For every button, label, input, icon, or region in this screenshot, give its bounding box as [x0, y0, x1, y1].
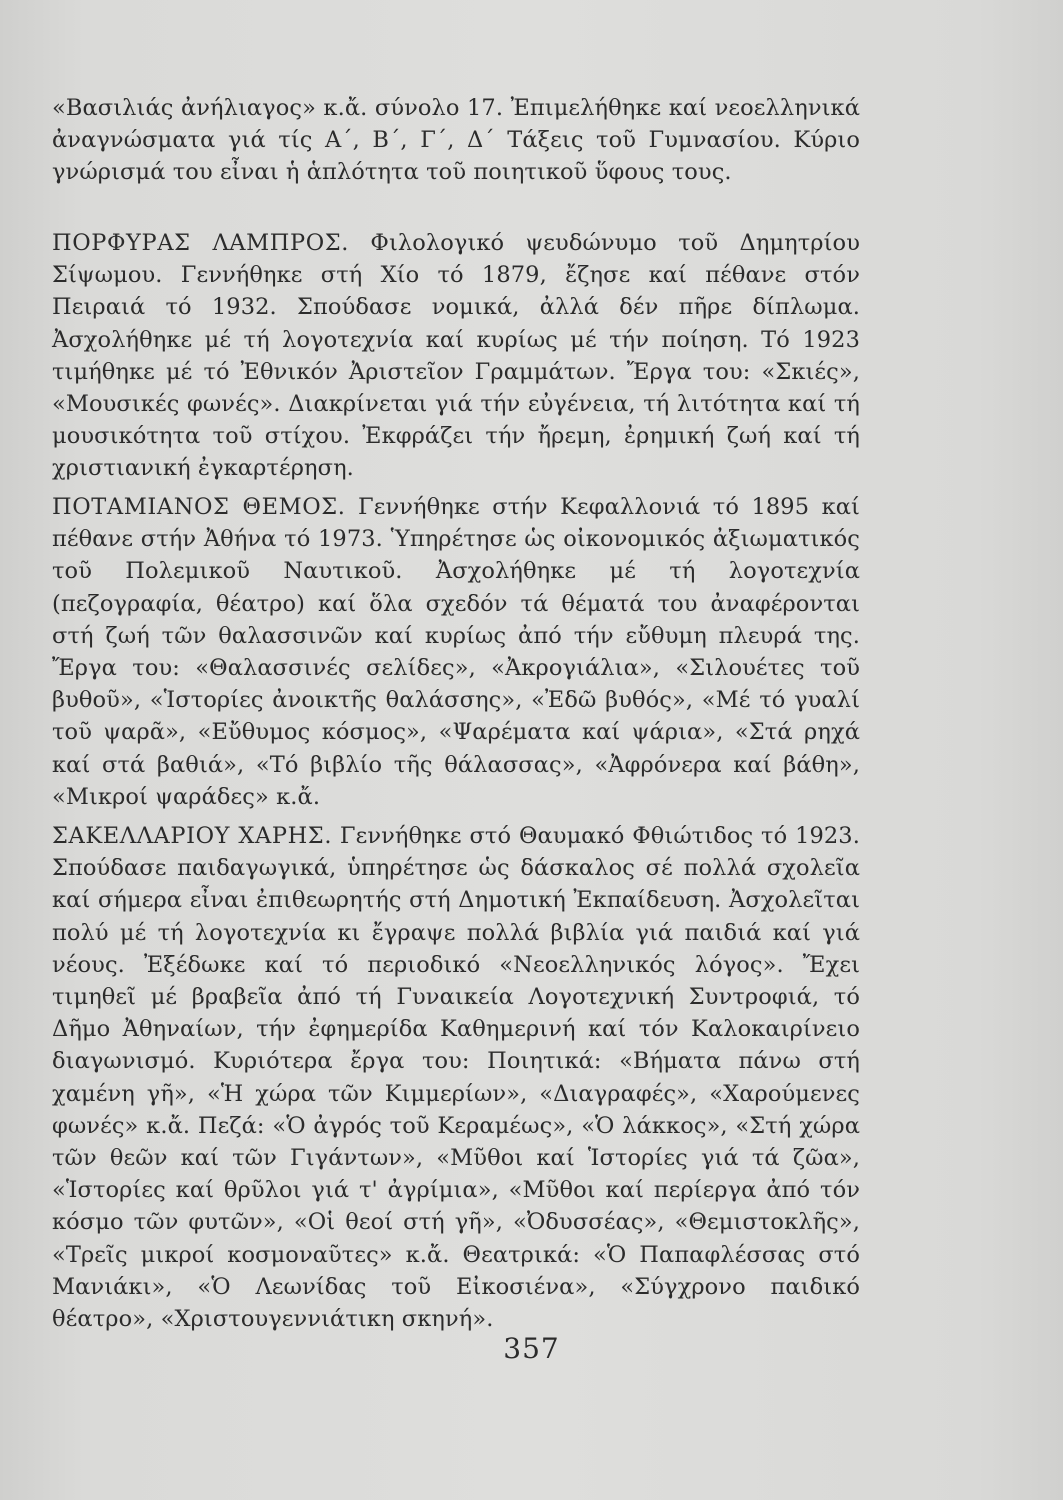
intro-paragraph: «Βασιλιάς ἀνήλιαγος» κ.ἄ. σύνολο 17. Ἐπιμελήθηκε καί νεοελληνικά ἀναγνώσματα γιά τίς Α΄, Β΄, Γ΄, Δ΄ Τάξεις τοῦ Γυμνασίου. Κύριο γνώρισμά του εἶναι ἡ ἁπλότητα τοῦ ποιητικοῦ ὕφους τους.	[52, 95, 860, 186]
entry-text: Γεννήθηκε στό Θαυμακό Φθιώτιδος τό 1923. Σπούδασε παιδαγωγικά, ὑπηρέτησε ὡς δάσκαλος σέ πολλά σχολεῖα καί σήμερα εἶναι ἐπιθεωρητής στή Δημοτική Ἐκπαίδευση. Ἀσχολεῖται πολύ μέ τή λογοτεχνία κι ἔγραψε πολλά βιβλία γιά παιδιά καί γιά νέους. Ἐξέδωκε καί τό περιοδικό «Νεοελληνικός λόγος». Ἔχει τιμηθεῖ μέ βραβεῖα ἀπό τή Γυναικεία Λογοτεχνική Συντροφιά, τό Δῆμο Ἀθηναίων, τήν ἐφημερίδα Καθημερινή καί τόν Καλοκαιρίνειο διαγωνισμό. Κυριότερα ἔργα του: Ποιητικά: «Βήματα πάνω στή χαμένη γῆ», «Ἡ χώρα τῶν Κιμμερίων», «Διαγραφές», «Χαρούμενες φωνές» κ.ἄ. Πεζά: «Ὁ ἀγρός τοῦ Κεραμέως», «Ὁ λάκκος», «Στή χώρα τῶν θεῶν καί τῶν Γιγάντων», «Μῦθοι καί Ἱστορίες γιά τά ζῶα», «Ἱστορίες καί θρῦλοι γιά τ' ἀγρίμια», «Μῦθοι καί περίεργα ἀπό τόν κόσμο τῶν φυτῶν», «Οἱ θεοί στή γῆ», «Ὀδυσσέας», «Θεμιστοκλῆς», «Τρεῖς μικροί κοσμοναῦτες» κ.ἄ. Θεατρικά: «Ὁ Παπαφλέσσας στό Μανιάκι», «Ὁ Λεωνίδας τοῦ Εἰκοσιένα», «Σύγχρονο παιδικό θέατρο», «Χριστουγεννιάτικη σκηνή».	[52, 823, 860, 1333]
entry-name: ΣΑΚΕΛΛΑΡΙΟΥ ΧΑΡΗΣ.	[52, 823, 333, 849]
entry-porfyras-lampros	[52, 227, 860, 485]
entry-name: ΠΟΤΑΜΙΑΝΟΣ ΘΕΜΟΣ.	[52, 494, 346, 520]
entry-text: Φιλολογικό ψευδώνυμο τοῦ Δημητρίου Σίψωμου. Γεννήθηκε στή Χίο τό 1879, ἔζησε καί πέθανε στόν Πειραιά τό 1932. Σπούδασε νομικά, ἀλλά δέν πῆρε δίπλωμα. Ἀσχολήθηκε μέ τή λογοτεχνία καί κυρίως μέ τήν ποίηση. Τό 1923 τιμήθηκε μέ τό Ἐθνικόν Ἀριστεῖον Γραμμάτων. Ἔργα του: «Σκιές», «Μουσικές φωνές». Διακρίνεται γιά τήν εὐγένεια, τή λιτότητα καί τή μουσικότητα τοῦ στίχου. Ἐκφράζει τήν ἤρεμη, ἐρημική ζωή καί τή χριστιανική ἐγκαρτέρηση.	[52, 230, 860, 482]
entry-potamianos-themos	[52, 491, 860, 813]
entry-name: ΠΟΡΦΥΡΑΣ ΛΑΜΠΡΟΣ.	[52, 230, 350, 256]
entry-sakellariou-haris	[52, 820, 860, 1335]
entry-text: Γεννήθηκε στήν Κεφαλλονιά τό 1895 καί πέθανε στήν Ἀθήνα τό 1973. Ὑπηρέτησε ὡς οἰκονομικός ἀξιωματικός τοῦ Πολεμικοῦ Ναυτικοῦ. Ἀσχολήθηκε μέ τή λογοτεχνία (πεζογραφία, θέατρο) καί ὅλα σχεδόν τά θέματά του ἀναφέρονται στή ζωή τῶν θαλασσινῶν καί κυρίως ἀπό τήν εὔθυμη πλευρά της. Ἔργα του: «Θαλασσινές σελίδες», «Ἀκρογιάλια», «Σιλουέτες τοῦ βυθοῦ», «Ἱστορίες ἀνοικτῆς θαλάσσης», «Ἐδῶ βυθός», «Μέ τό γυαλί τοῦ ψαρᾶ», «Εὔθυμος κόσμος», «Ψαρέματα καί ψάρια», «Στά ρηχά καί στά βαθιά», «Τό βιβλίο τῆς θάλασσας», «Ἀφρόνερα καί βάθη», «Μικροί ψαράδες» κ.ἄ.	[52, 494, 860, 810]
page-number: 357	[503, 1332, 560, 1365]
